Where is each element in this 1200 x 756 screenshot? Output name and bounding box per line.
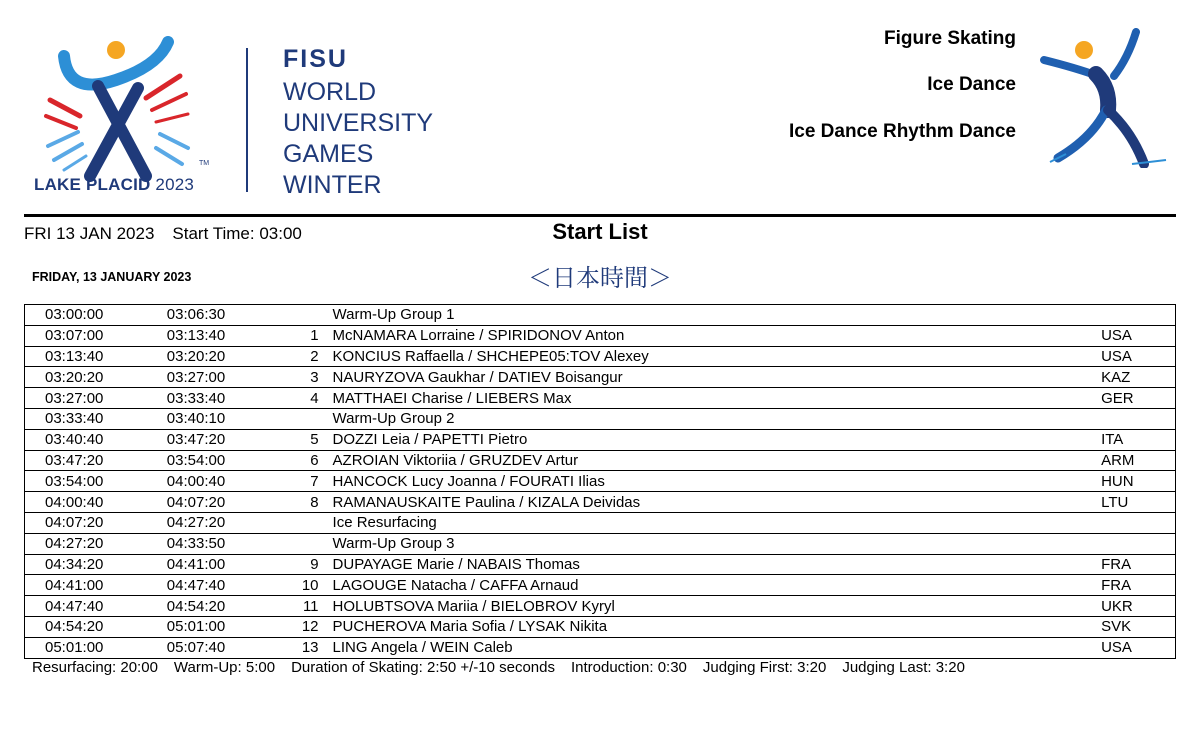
row-number [275,533,333,554]
row-number [275,512,333,533]
row-number: 10 [275,575,333,596]
row-number: 4 [275,388,333,409]
fisu-line-winter: WINTER [283,171,382,199]
row-country: USA [1101,637,1175,658]
row-start-time: 05:01:00 [25,637,165,658]
row-end-time: 04:54:20 [165,596,275,617]
row-entry-name: LAGOUGE Natacha / CAFFA Arnaud [333,575,1102,596]
row-start-time: 03:13:40 [25,346,165,367]
table-row [25,533,1176,554]
logo-city: LAKE PLACID [34,175,151,194]
row-entry-name: LING Angela / WEIN Caleb [333,637,1102,658]
fisu-line-games: GAMES [283,140,374,168]
row-number [275,305,333,326]
row-start-time: 04:41:00 [25,575,165,596]
row-entry-name: NAURYZOVA Gaukhar / DATIEV Boisangur [333,367,1102,388]
lake-placid-emblem-icon [28,36,218,196]
row-entry-name: AZROIAN Viktoriia / GRUZDEV Artur [333,450,1102,471]
row-country: SVK [1101,616,1175,637]
row-number: 6 [275,450,333,471]
skating-duration: Duration of Skating: 2:50 +/-10 seconds [291,659,555,676]
row-number: 2 [275,346,333,367]
row-country: KAZ [1101,367,1175,388]
row-number: 9 [275,554,333,575]
table-row [25,492,1176,513]
table-row [25,575,1176,596]
row-country: USA [1101,325,1175,346]
row-end-time: 03:54:00 [165,450,275,471]
start-time: Start Time: 03:00 [172,224,302,243]
row-country: HUN [1101,471,1175,492]
row-start-time: 03:54:00 [25,471,165,492]
row-number [275,408,333,429]
row-end-time: 04:41:00 [165,554,275,575]
table-row [25,325,1176,346]
row-country: FRA [1101,575,1175,596]
judging-last-time: Judging Last: 3:20 [842,659,965,676]
fisu-line-university: UNIVERSITY [283,109,434,137]
row-start-time: 03:40:40 [25,429,165,450]
row-start-time: 03:00:00 [25,305,165,326]
table-row [25,367,1176,388]
table-row [25,554,1176,575]
row-entry-name: HOLUBTSOVA Mariia / BIELOBROV Kyryl [333,596,1102,617]
row-entry-name: RAMANAUSKAITE Paulina / KIZALA Deividas [333,492,1102,513]
table-row [25,616,1176,637]
row-country: ARM [1101,450,1175,471]
row-start-time: 03:47:20 [25,450,165,471]
event-segment: Ice Dance Rhythm Dance [788,121,1016,142]
row-entry-name: McNAMARA Lorraine / SPIRIDONOV Anton [333,325,1102,346]
row-end-time: 03:20:20 [165,346,275,367]
row-end-time: 03:47:20 [165,429,275,450]
row-end-time: 03:27:00 [165,367,275,388]
row-start-time: 04:34:20 [25,554,165,575]
row-end-time: 03:33:40 [165,388,275,409]
header-rule [24,214,1176,217]
row-end-time: 05:07:40 [165,637,275,658]
judging-first-time: Judging First: 3:20 [702,659,827,676]
row-number: 5 [275,429,333,450]
table-row [25,388,1176,409]
row-number: 3 [275,367,333,388]
row-entry-name: Warm-Up Group 1 [333,305,1102,326]
page-title: Start List [552,219,648,244]
table-row [25,305,1176,326]
date-line [24,224,320,244]
row-end-time: 04:33:50 [165,533,275,554]
table-row [25,450,1176,471]
row-start-time: 04:47:40 [25,596,165,617]
event-sport: Figure Skating [884,28,1016,49]
row-end-time: 04:27:20 [165,512,275,533]
warmup-time: Warm-Up: 5:00 [173,659,276,676]
introduction-time: Introduction: 0:30 [570,659,687,676]
row-end-time: 04:47:40 [165,575,275,596]
row-country: LTU [1101,492,1175,513]
event-date: FRI 13 JAN 2023 [24,224,155,243]
figure-skater-icon [1036,28,1176,168]
row-country [1101,305,1175,326]
logo-divider [246,48,248,192]
row-country [1101,512,1175,533]
row-end-time: 03:06:30 [165,305,275,326]
row-number: 13 [275,637,333,658]
row-country [1101,533,1175,554]
logo-wordmark [34,175,194,195]
row-number: 7 [275,471,333,492]
japan-time-label: ＜日本時間＞ [528,265,672,292]
row-end-time: 04:07:20 [165,492,275,513]
row-entry-name: Warm-Up Group 2 [333,408,1102,429]
row-start-time: 03:20:20 [25,367,165,388]
row-entry-name: Ice Resurfacing [333,512,1102,533]
table-row [25,346,1176,367]
row-country: UKR [1101,596,1175,617]
table-row [25,512,1176,533]
row-start-time: 04:27:20 [25,533,165,554]
row-start-time: 04:00:40 [25,492,165,513]
row-entry-name: KONCIUS Raffaella / SHCHEPE05:TOV Alexey [333,346,1102,367]
row-entry-name: Warm-Up Group 3 [333,533,1102,554]
row-country [1101,408,1175,429]
row-number: 12 [275,616,333,637]
resurfacing-time: Resurfacing: 20:00 [32,659,158,676]
row-start-time: 03:27:00 [25,388,165,409]
row-country: USA [1101,346,1175,367]
row-start-time: 03:33:40 [25,408,165,429]
trademark-mark: TM [199,160,210,167]
start-list-table [24,304,1176,659]
row-entry-name: HANCOCK Lucy Joanna / FOURATI Ilias [333,471,1102,492]
row-start-time: 04:54:20 [25,616,165,637]
row-number: 8 [275,492,333,513]
row-country: ITA [1101,429,1175,450]
fisu-line-world: WORLD [283,78,377,106]
logo-year: 2023 [155,175,195,194]
row-entry-name: DUPAYAGE Marie / NABAIS Thomas [333,554,1102,575]
table-row [25,408,1176,429]
row-end-time: 05:01:00 [165,616,275,637]
row-end-time: 03:40:10 [165,408,275,429]
row-entry-name: DOZZI Leia / PAPETTI Pietro [333,429,1102,450]
row-entry-name: PUCHEROVA Maria Sofia / LYSAK Nikita [333,616,1102,637]
row-country: GER [1101,388,1175,409]
fisu-wordmark: FISU [283,45,348,73]
row-number: 1 [275,325,333,346]
event-discipline: Ice Dance [927,74,1016,95]
row-end-time: 03:13:40 [165,325,275,346]
row-end-time: 04:00:40 [165,471,275,492]
row-start-time: 03:07:00 [25,325,165,346]
table-row [25,637,1176,658]
table-row [25,429,1176,450]
table-row [25,471,1176,492]
table-row [25,596,1176,617]
row-start-time: 04:07:20 [25,512,165,533]
day-label: FRIDAY, 13 JANUARY 2023 [32,270,192,284]
timing-footer [32,659,981,676]
row-number: 11 [275,596,333,617]
row-country: FRA [1101,554,1175,575]
row-entry-name: MATTHAEI Charise / LIEBERS Max [333,388,1102,409]
